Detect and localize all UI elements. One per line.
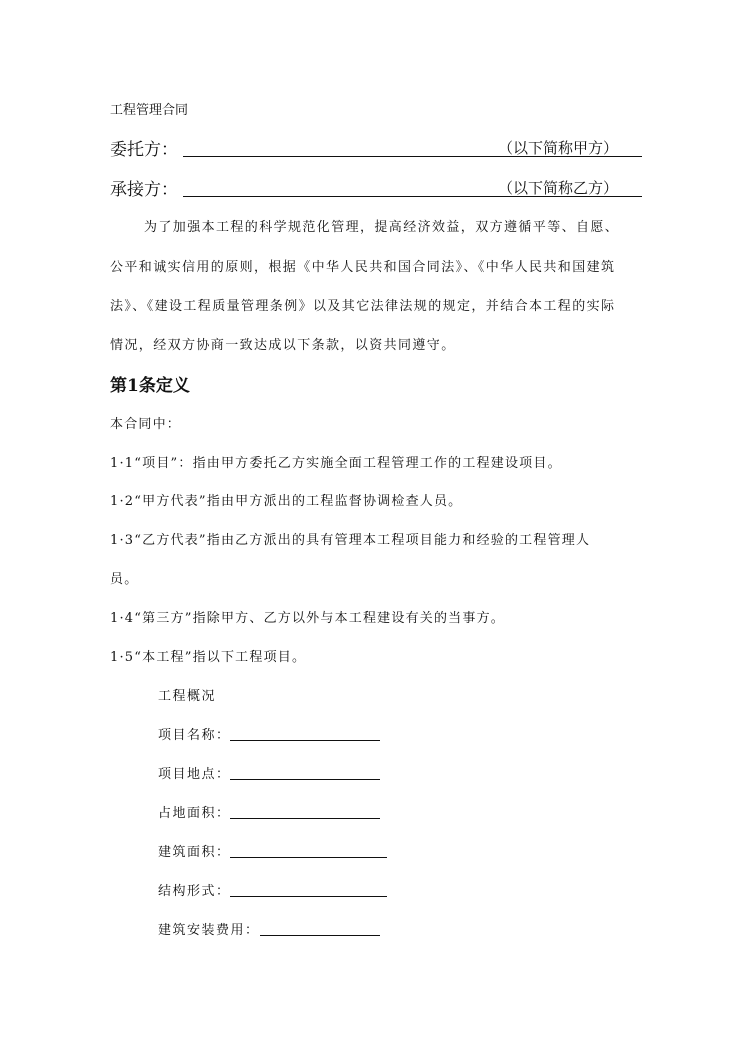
client-label: 委托方： [110, 140, 178, 160]
project-name-line[interactable] [230, 740, 380, 741]
land-area-line[interactable] [230, 818, 380, 819]
overview-title: 工程概况 [158, 689, 217, 704]
structure-type-line[interactable] [230, 896, 387, 897]
document-header: 工程管理合同 [110, 103, 189, 118]
preamble-line-2: 公平和诚实信用的原则，根据《中华人民共和国合同法》、《中华人民共和国建筑 [110, 260, 616, 275]
section-title: 第1条定义 [110, 376, 190, 396]
clause-1-4: 1·4“第三方”指除甲方、乙方以外与本工程建设有关的当事方。 [110, 611, 505, 626]
contractor-suffix: （以下简称乙方） [498, 179, 619, 197]
preamble-line-1: 为了加强本工程的科学规范化管理，提高经济效益，双方遵循平等、自愿、 [144, 220, 620, 235]
preamble-line-4: 情况，经双方协商一致达成以下条款，以资共同遵守。 [110, 338, 456, 353]
field-label-installation-cost: 建筑安装费用： [158, 923, 260, 938]
clause-1-5: 1·5“本工程”指以下工程项目。 [110, 650, 307, 665]
contractor-label: 承接方： [110, 180, 178, 200]
installation-cost-line[interactable] [260, 935, 380, 936]
preamble-line-3: 法》、《建设工程质量管理条例》以及其它法律法规的规定，并结合本工程的实际 [110, 299, 616, 314]
building-area-line[interactable] [230, 857, 387, 858]
clause-1-1: 1·1“项目”：指由甲方委托乙方实施全面工程管理工作的工程建设项目。 [110, 456, 562, 471]
field-label-land-area: 占地面积： [158, 806, 231, 821]
clause-1-2: 1·2“甲方代表”指由甲方派出的工程监督协调检查人员。 [110, 494, 463, 509]
field-label-project-name: 项目名称： [158, 728, 231, 743]
project-location-line[interactable] [230, 779, 380, 780]
clause-1-3-continued: 员。 [110, 572, 139, 587]
clause-1-3: 1·3“乙方代表”指由乙方派出的具有管理本工程项目能力和经验的工程管理人 [110, 533, 591, 548]
section-intro: 本合同中： [110, 417, 182, 432]
client-suffix: （以下简称甲方） [498, 139, 619, 157]
field-label-building-area: 建筑面积： [158, 845, 231, 860]
field-label-project-location: 项目地点： [158, 767, 231, 782]
field-label-structure-type: 结构形式： [158, 884, 231, 899]
